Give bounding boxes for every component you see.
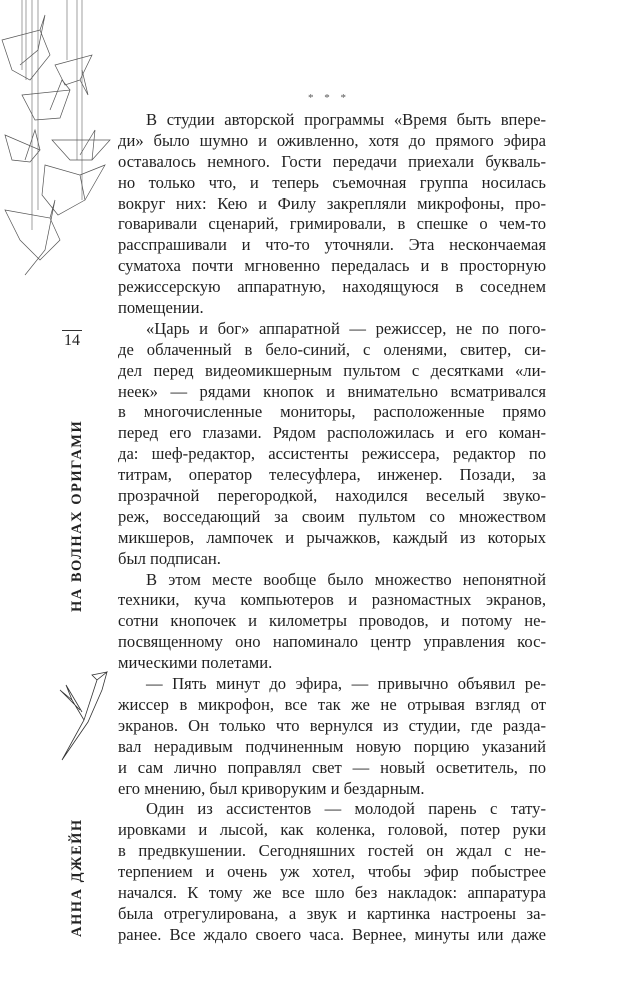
text-line: неек» — рядами кнопок и внимательно всматривался [118,381,546,401]
text-line: терпением и очень уж хотел, чтобы эфир побыстрее [118,862,546,882]
text-line: техники, куча компьютеров и разномастных экранов, [118,590,546,610]
text-line: был подписан. [118,548,221,568]
text-line: ди» было шумно и оживленно, хотя до прямого эфира [118,130,546,150]
text-line: — Пять минут до эфира, — привычно объявил ре- [146,674,546,694]
paragraph [118,799,546,945]
text-line: реж, восседающий за своим пультом со множеством [118,506,546,526]
origami-bird-icon [52,660,112,770]
text-line: но только что, и теперь съемочная группа носилась [118,172,546,192]
text-line: была отрегулирована, а звук и картинка настроены за- [118,903,546,923]
crane-icon [42,165,105,215]
paragraph [118,110,546,319]
text-line: перед его глазами. Рядом расположилась и его коман- [118,423,546,443]
text-line: титрам, оператор телесуфлера, инженер. Позади, за [118,465,546,485]
paragraph [118,674,546,799]
text-line: режиссерскую аппаратную, находящуюся в соседнем [118,277,546,297]
author-name: АННА ДЖЕЙН [69,818,85,937]
text-line: «Царь и бог» аппаратной — режиссер, не по пого- [146,318,546,338]
crane-icon [55,55,92,95]
paragraph [118,319,546,570]
text-line: ранее. Все ждало своего часа. Вернее, минуты или даже [118,924,546,944]
text-line: прозрачной перегородкой, находился веселый звуко- [118,486,546,506]
text-line: В студии авторской программы «Время быть впере- [146,110,546,129]
text-line: В этом месте вообще было множество непонятной [146,569,546,589]
crane-icon [5,200,60,275]
page-number: 14 [64,332,80,349]
text-line: сотни кнопочек и километры проводов, и потому не- [118,611,546,631]
text-line: де облаченный в бело-синий, с оленями, свитер, си- [118,339,546,359]
text-line: ировками и лысой, как коленка, головой, потер руки [118,820,546,840]
text-line: экранов. Он только что вернулся из студии, где разда- [118,715,546,735]
book-title: НА ВОЛНАХ ОРИГАМИ [69,419,85,612]
crane-icon [5,130,40,162]
text-line: дел перед видеомикшерным пультом с десятками «ли- [118,360,546,380]
text-line: вал нерадивым подчиненным новую порцию указаний [118,736,546,756]
scene-break: * * * [308,92,350,104]
text-line: расспрашивали и что-то уточняли. Эта нескончаемая [118,235,546,255]
text-line: микшеров, лампочек и рычажков, каждый из которых [118,527,546,547]
text-line: да: шеф-редактор, ассистенты режиссера, редактор по [118,444,546,464]
text-line: мическими полетами. [118,653,273,673]
text-line: помещении. [118,298,204,318]
origami-cranes-illustration [0,0,130,300]
crane-icon [52,130,110,160]
text-line: говаривали сценарий, гримировали, в спешке о чем-то [118,214,546,234]
text-line: посвященному оно напоминало центр управления кос- [118,632,546,652]
text-line: в многочисленные мониторы, расположенные прямо [118,402,546,422]
text-line: и сам лично поправлял свет — новый осветитель, по [118,757,546,777]
text-line: Один из ассистентов — молодой парень с тату- [146,799,546,819]
body-text [118,110,546,946]
text-line: суматоха почти мгновенно передалась и в просторную [118,256,546,276]
text-line: вокруг них: Кею и Филу закрепляли микрофоны, про- [118,193,546,213]
text-line: оставалось немного. Гости передачи приехали букваль- [118,151,546,171]
text-line: жиссер в микрофон, все так же не отрывая взгляд от [118,694,546,714]
text-line: в предвкушении. Сегодняшних гостей он ждал с не- [118,841,546,861]
text-line: его мнению, был криворуким и бездарным. [118,778,425,798]
paragraph [118,570,546,674]
hanging-strings [22,0,82,230]
text-line: начался. К тому же все шло без накладок: аппаратура [118,882,546,902]
